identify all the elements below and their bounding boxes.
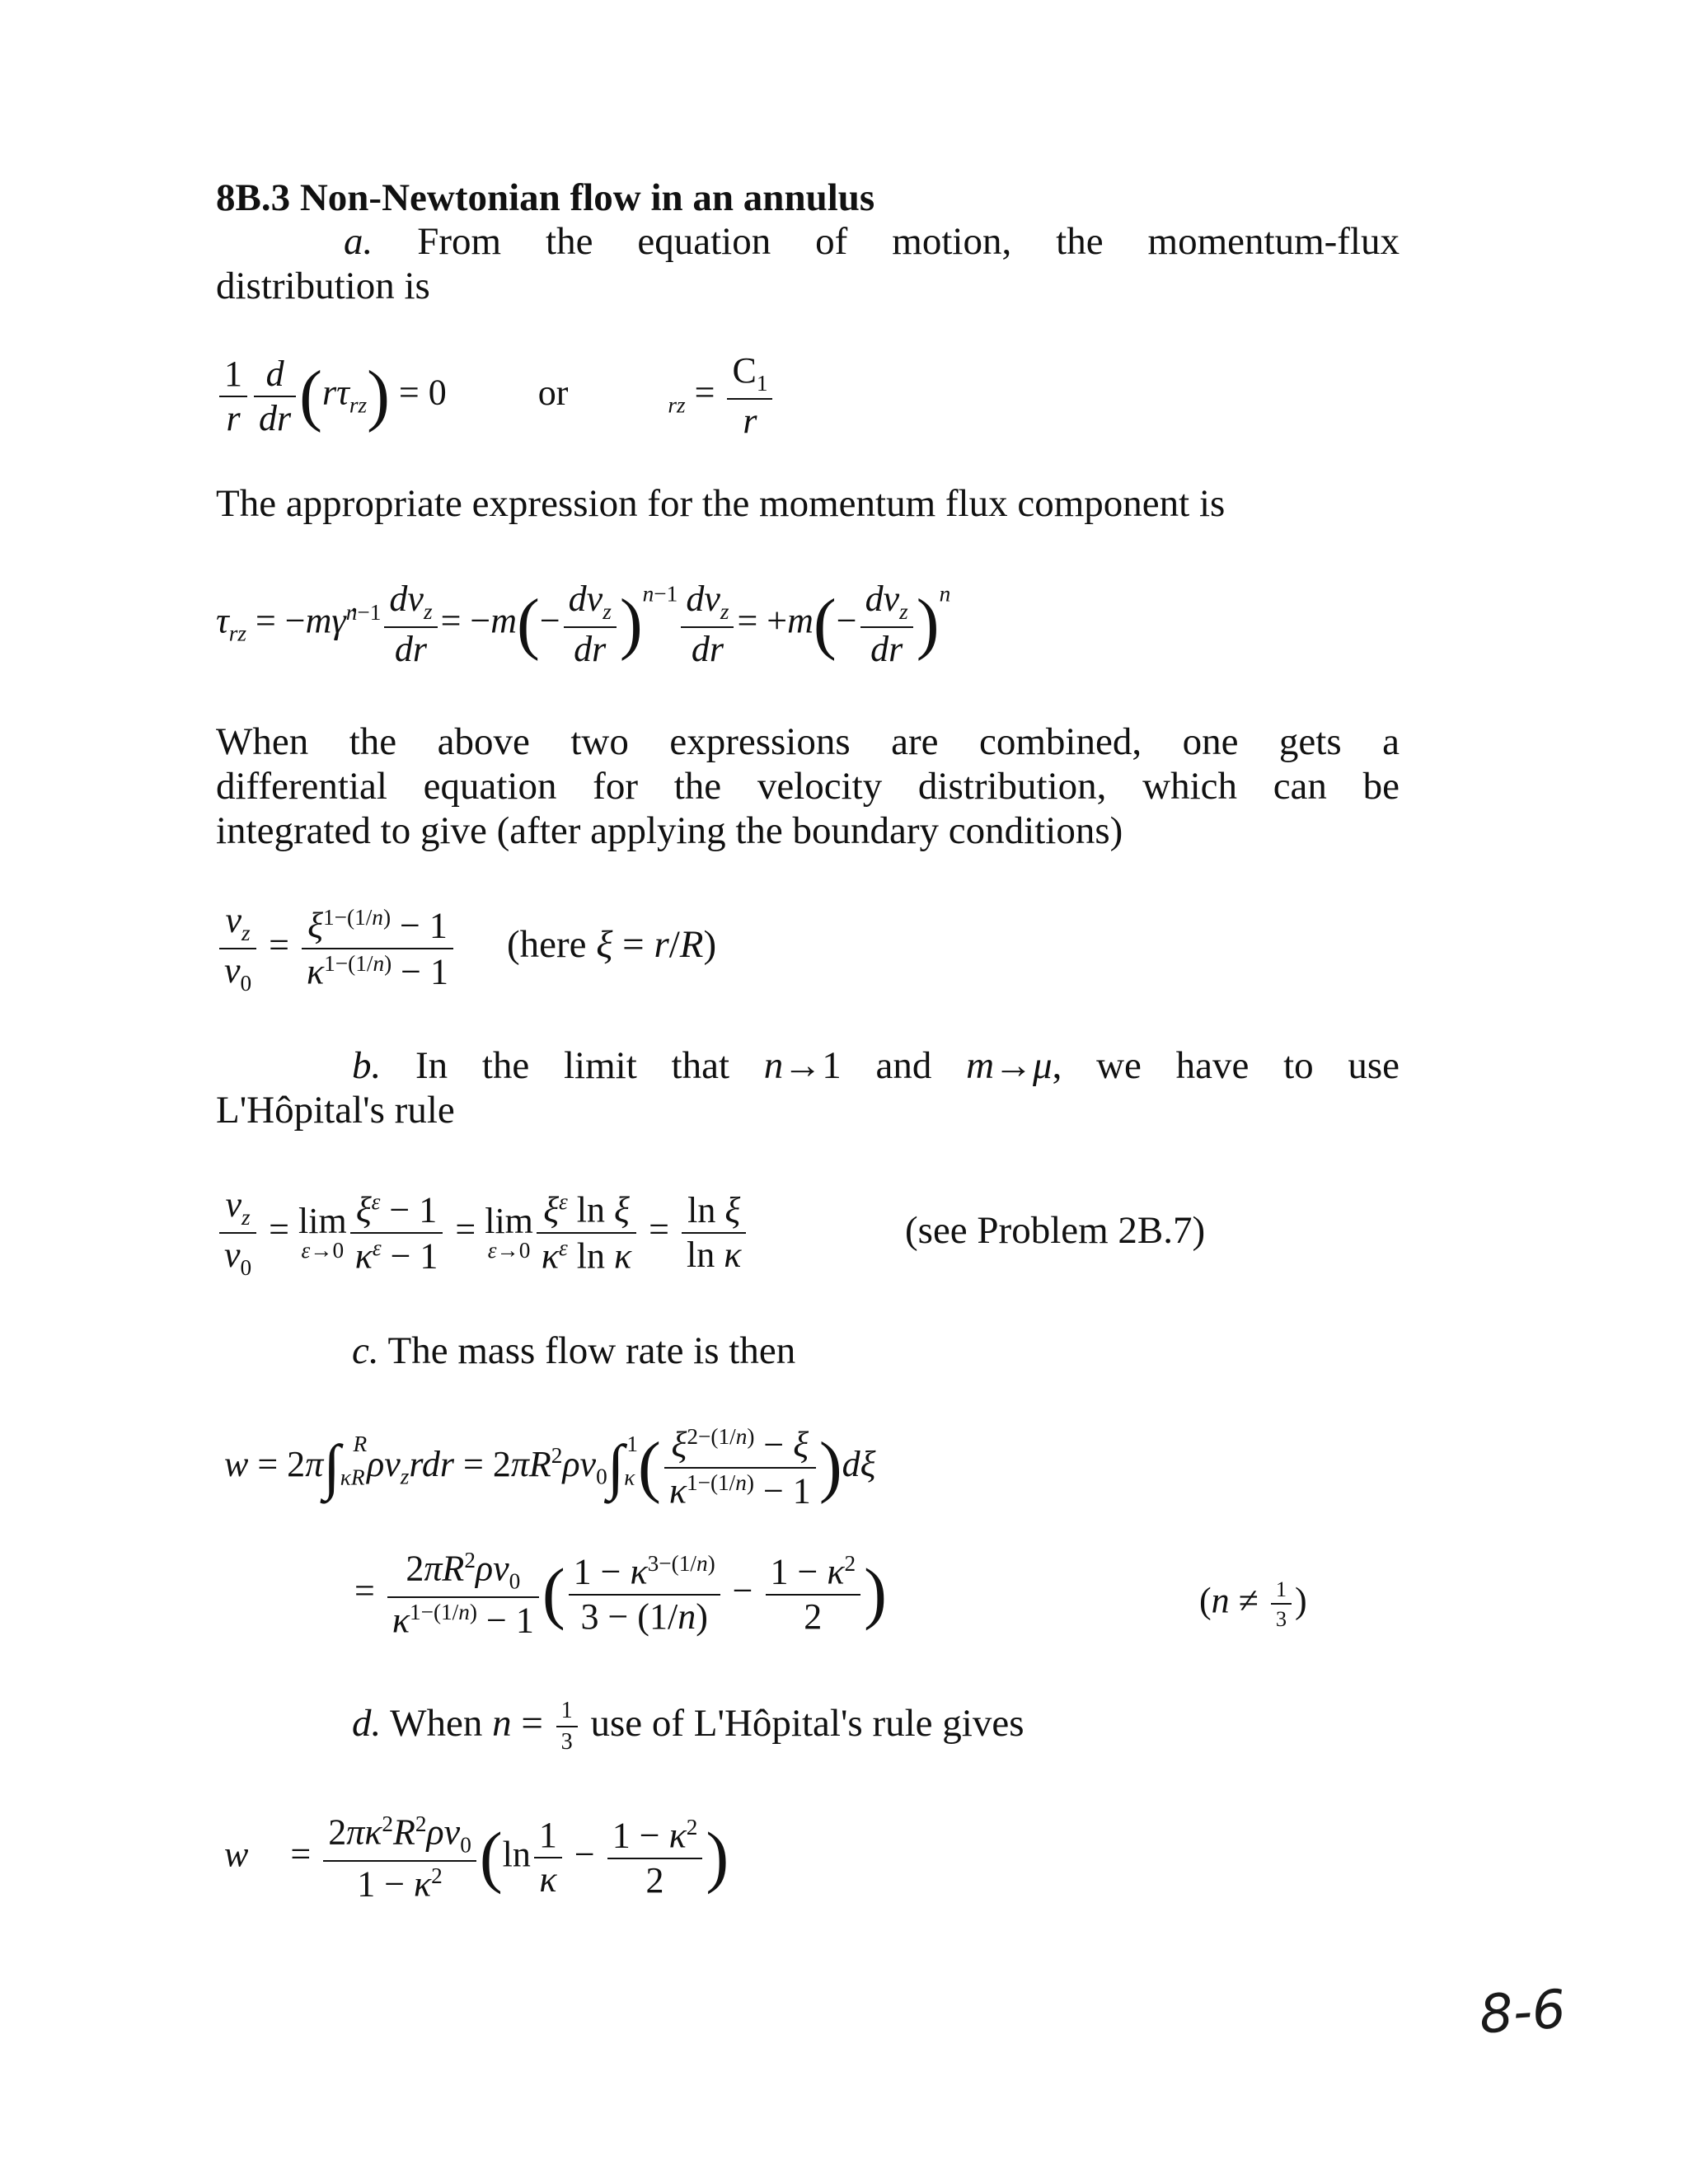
or-label: or [537, 372, 569, 413]
special-case-mass-flow-equation: w = $\frac{2\pi\kappa^2R^2\rho v_0}{1 - \kappa^2}$ (ln $\frac{1}{\kappa}$ − $\frac{1 - \kappa^2}{2}$ ) [224, 1811, 729, 1905]
velocity-distribution-equation: $\frac{v_z}{v_0}$ = $\frac{\xi^{1-(1/n)} - 1}{\kappa^{1-(1/n)} - 1}$ (here ξ = r/R) [216, 902, 716, 995]
problem-reference-note: (see Problem 2B.7) [905, 1209, 1206, 1252]
n-condition-note: (n ≠ $\frac{1}{3}$ ) [1199, 1577, 1307, 1632]
part-b-text-line2: L'Hôpital's rule [216, 1089, 455, 1132]
momentum-flux-distribution-equation: $\frac{1}{r}$ $\frac{d}{dr}$ $(r\tau_{rz}) = 0$ or $_{rz}$ = $\frac{C_1}{r}$ [216, 353, 776, 439]
mass-flow-result-equation: = $\frac{2\pi R^2\rho v_0}{\kappa^{1-(1/n)} - 1}$ ( $\frac{1 - \kappa^{3-(1/n)}}{3 - (1/n)}$ − $\frac{1 - \kappa^2}{2}$ ) [354, 1548, 887, 1641]
part-a-intro-line1: a. From the equation of motion, the momentum-flux [344, 220, 1400, 263]
part-d-text: d. When n = $\frac{1}{3}$ use of L'Hôpital's rule gives [352, 1698, 1025, 1755]
part-c-text: c. The mass flow rate is then [352, 1329, 796, 1372]
combined-text-line1: When the above two expressions are combined, one gets a [216, 720, 1400, 763]
flux-component-text: The appropriate expression for the momentum flux component is [216, 482, 1226, 525]
power-law-flux-equation: $\tau_{rz}$ = −mγ̇$^{n-1}$ $\frac{dv_z}{dr}$ = −m(− $\frac{dv_z}{dr}$ )$^{n-1}$ $\frac{dv_z}{dr}$ = +m(− $\frac{dv_z}{dr}$ )$^n$ [216, 579, 951, 670]
part-b-text-line1: b. In the limit that n→1 and m→μ, we have to use [352, 1044, 1400, 1087]
mass-flow-integral-equation: $w = 2\pi\int_{\kappa R}^R\rho v_zrdr = 2\pi R^2\rho v_0\int_\kappa^1$( $\frac{\xi^{2-(1/n)} - \xi}{\kappa^{1-(1/n)} - 1}$ )dξ [224, 1424, 876, 1511]
combined-text-line2: differential equation for the velocity distribution, which can be [216, 765, 1400, 808]
velocity-note: (here ξ = r/R) [507, 923, 717, 967]
section-title: 8B.3 Non-Newtonian flow in an annulus [216, 176, 875, 219]
page-number: 8-6 [1477, 1979, 1568, 2046]
combined-text-line3: integrated to give (after applying the boundary conditions) [216, 809, 1123, 852]
lhopital-velocity-equation: $\frac{v_z}{v_0}$ = lim ε→0 $\frac{\xi^\varepsilon - 1}{\kappa^\varepsilon - 1}$ = lim ε→0 $\frac{\xi^\varepsilon \ln \xi}{\kappa^\varepsilon \ln \kappa}$ = $\frac{\text{ln ξ}}{\text{ln κ}}$ [216, 1187, 749, 1279]
part-a-intro-line2: distribution is [216, 265, 430, 307]
